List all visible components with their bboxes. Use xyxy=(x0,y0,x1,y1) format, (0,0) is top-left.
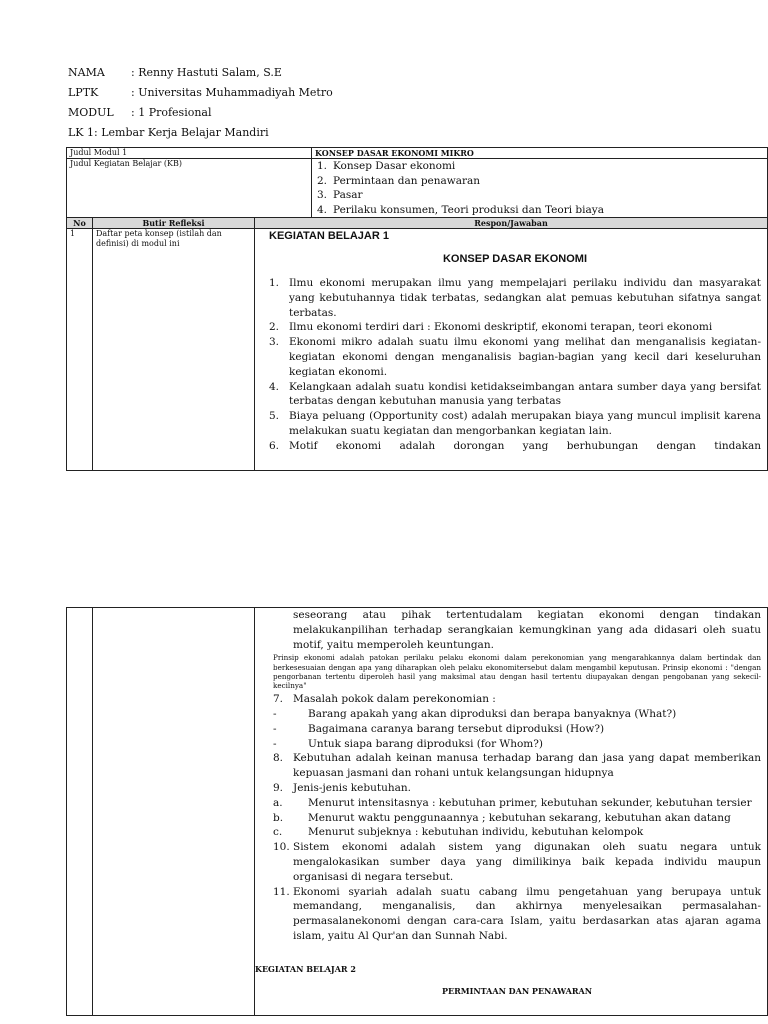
butir-refleksi-text: Daftar peta konsep (istilah dan definisi) di modul ini xyxy=(93,229,255,471)
sub-item: c. Menurut subjeknya : kebutuhan individu, kebutuhan kelompok xyxy=(273,826,644,839)
col-butir-header: Butir Refleksi xyxy=(93,218,255,229)
col-respon-header: Respon/Jawaban xyxy=(255,218,768,229)
modul-label: MODUL xyxy=(68,106,114,119)
row-number-cont xyxy=(67,608,93,1016)
sub-item: - Untuk siapa barang diproduksi (for Whom?) xyxy=(273,737,543,750)
item6-continuation: seseorang atau pihak tertentudalam kegiatan ekonomi dengan tindakan melakukanpilihan terhadap serangkaian kemungkinan yang ada didasari oleh suatu motif, yaitu memperoleh keuntungan. xyxy=(293,609,761,651)
respon-cell-cont xyxy=(255,608,768,1016)
judul-modul-label: Judul Modul 1 xyxy=(67,148,312,159)
kb-item: 1. Konsep Dasar ekonomi xyxy=(317,160,456,172)
kb-item: 3. Pasar xyxy=(317,189,363,201)
kb-list xyxy=(315,159,764,217)
worksheet-table-page1 xyxy=(66,147,768,471)
kb2-heading: KEGIATAN BELAJAR 2 xyxy=(255,963,356,974)
lptk-label: LPTK xyxy=(68,86,99,99)
nama-label: NAMA xyxy=(68,66,105,79)
lk-title: LK 1: Lembar Kerja Belajar Mandiri xyxy=(68,126,269,139)
judul-modul-value: KONSEP DASAR EKONOMI MIKRO xyxy=(312,148,768,159)
modul-value: : 1 Profesional xyxy=(131,106,212,119)
concept-item: 4. Kelangkaan adalah suatu kondisi ketidakseimbangan antara sumber daya yang bersifat terbatas dengan kebutuhan manusia yang terbatas xyxy=(269,380,761,408)
sub-item: - Bagaimana caranya barang tersebut diproduksi (How?) xyxy=(273,722,605,735)
prinsip-ekonomi-text: Prinsip ekonomi adalah patokan perilaku pelaku ekonomi dalam perekonomian yang mengarahkannya dalam bertindak dan berkesesuaian dengan apa yang diharapkan oleh pelaku ekonomitersebut dalam mengambil keputusan. Prinsip ekonomi : "dengan pengorbanan tertentu diperoleh hasil yang maksimal atau dengan hasil tertentu diupayakan dengan pengobanan yang sekecil-kecilnya" xyxy=(273,653,761,690)
kb1-title: KONSEP DASAR EKONOMI xyxy=(442,253,588,265)
sub-item: a. Menurut intensitasnya : kebutuhan primer, kebutuhan sekunder, kebutuhan tersier xyxy=(273,796,752,809)
col-no-header: No xyxy=(67,218,93,229)
kb-list-cell xyxy=(312,159,768,218)
worksheet-table-page2 xyxy=(66,607,768,1016)
concept-item: 9. Jenis-jenis kebutuhan. xyxy=(273,781,411,794)
concept-item: 10. Sistem ekonomi adalah sistem yang digunakan oleh suatu negara untuk mengalokasikan sumber daya yang dimilikinya baik kepada individu maupun organisasi di negara tersebut. xyxy=(273,841,761,883)
kb1-heading: KEGIATAN BELAJAR 1 xyxy=(269,230,389,242)
judul-kb-label: Judul Kegiatan Belajar (KB) xyxy=(67,159,312,218)
concept-item: 11. Ekonomi syariah adalah suatu cabang ilmu pengetahuan yang berupaya untuk memandang, menganalisis, dan akhirnya menyelesaikan permasalahan-permasalanekonomi dengan cara-cara Islam, yaitu berdasarkan atas ajaran agama islam, yaitu Al Qur'an dan Sunnah Nabi. xyxy=(273,885,761,942)
sub-item: b. Menurut waktu penggunaannya ; kebutuhan sekarang, kebutuhan akan datang xyxy=(273,811,731,824)
concept-item: 3. Ekonomi mikro adalah suatu ilmu ekonomi yang melihat dan menganalisis kegiatan-kegiatan ekonomi dengan menganalisis bagian-bagian yang kecil dari keseluruhan kegiatan ekonomi. xyxy=(269,336,761,378)
concept-item: 7. Masalah pokok dalam perekonomian : xyxy=(273,693,496,706)
respon-cell xyxy=(255,229,768,471)
kb2-title: PERMINTAAN DAN PENAWARAN xyxy=(441,985,593,996)
sub-item: - Barang apakah yang akan diproduksi dan berapa banyaknya (What?) xyxy=(273,708,677,720)
concept-item: 6. Motif ekonomi adalah dorongan yang berhubungan dengan tindakan xyxy=(269,439,761,452)
butir-cont xyxy=(93,608,255,1016)
kb-item: 4. Perilaku konsumen, Teori produksi dan Teori biaya xyxy=(317,203,604,216)
kb-item: 2. Permintaan dan penawaran xyxy=(317,174,481,187)
row-number: 1 xyxy=(67,229,93,471)
concept-item: 2. Ilmu ekonomi terdiri dari : Ekonomi deskriptif, ekonomi terapan, teori ekonomi xyxy=(269,321,713,334)
nama-value: : Renny Hastuti Salam, S.E xyxy=(131,66,282,79)
lptk-value: : Universitas Muhammadiyah Metro xyxy=(131,86,333,99)
concept-item: 8. Kebutuhan adalah keinan manusa terhadap barang dan jasa yang dapat memberikan kepuasan jasmani dan rohani untuk kelangsungan hidupnya xyxy=(273,752,761,780)
concept-item: 1. Ilmu ekonomi merupakan ilmu yang mempelajari perilaku individu dan masyarakat yang kebutuhannya tidak terbatas, sedangkan alat pemuas kebutuhan sifatnya sangat terbatas. xyxy=(269,277,761,319)
concept-item: 5. Biaya peluang (Opportunity cost) adalah merupakan biaya yang muncul implisit karena melakukan suatu kegiatan dan mengorbankan kegiatan lain. xyxy=(269,410,761,437)
